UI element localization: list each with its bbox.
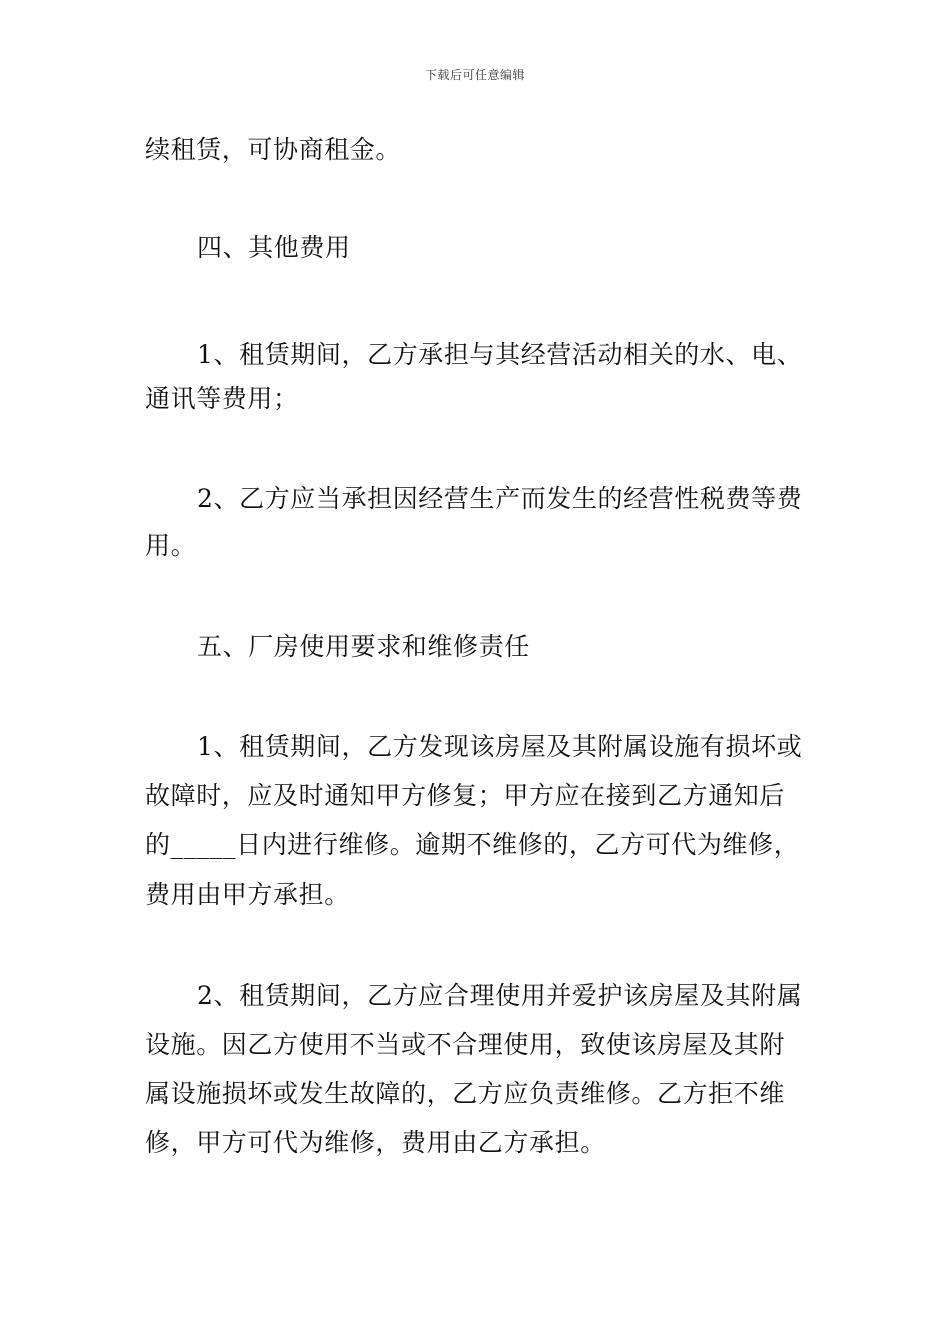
paragraph-line: 故障时，应及时通知甲方修复；甲方应在接到乙方通知后 xyxy=(145,781,786,810)
paragraph-line: 通讯等费用； xyxy=(145,384,299,413)
paragraph-line: 设施。因乙方使用不当或不合理使用，致使该房屋及其附 xyxy=(145,1030,786,1059)
paragraph-line: 2、乙方应当承担因经营生产而发生的经营性税费等费 xyxy=(197,484,803,513)
page-header: 下载后可任意编辑 xyxy=(424,68,525,82)
paragraph-line: 1、租赁期间，乙方发现该房屋及其附属设施有损坏或 xyxy=(197,732,803,761)
paragraph-line: 属设施损坏或发生故障的，乙方应负责维修。乙方拒不维 xyxy=(145,1079,786,1108)
paragraph-line: 1、租赁期间，乙方承担与其经营活动相关的水、电、 xyxy=(197,340,803,369)
paragraph-continuation: 续租赁，可协商租金。 xyxy=(145,135,402,164)
paragraph-line: 用。 xyxy=(145,531,197,560)
paragraph-line: 费用由甲方承担。 xyxy=(145,880,350,909)
section-heading-4: 四、其他费用 xyxy=(197,233,351,262)
paragraph-line: 2、租赁期间，乙方应合理使用并爱护该房屋及其附属 xyxy=(197,981,803,1010)
paragraph-line: 的_____日内进行维修。逾期不维修的，乙方可代为维修， xyxy=(145,830,800,859)
paragraph-line: 修，甲方可代为维修，费用由乙方承担。 xyxy=(145,1128,606,1157)
section-heading-5: 五、厂房使用要求和维修责任 xyxy=(197,632,530,661)
